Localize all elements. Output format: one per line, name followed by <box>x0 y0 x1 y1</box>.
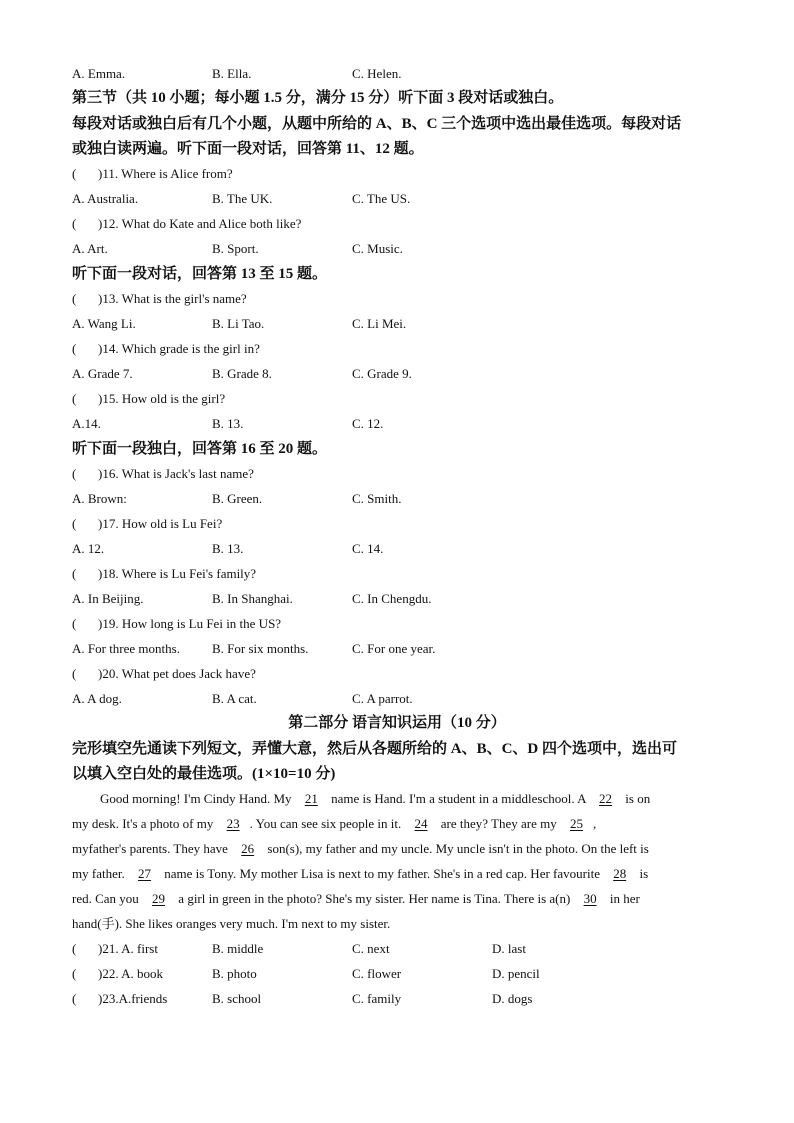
passage-text: son(s), my father and my uncle. My uncle isn't in the photo. On the left is <box>267 841 649 856</box>
section3-instruction-2: 或独白读两遍。听下面一段对话，回答第 11、12 题。 <box>72 141 424 157</box>
question-18 <box>72 566 256 582</box>
blank-24[interactable]: 24 <box>414 816 428 831</box>
option-b: B. Grade 8. <box>212 366 272 381</box>
option-c: C. next <box>352 941 390 956</box>
option-d: D. dogs <box>492 991 533 1006</box>
question-text: )17. How old is Lu Fei? <box>98 516 223 531</box>
option-b: B. photo <box>212 966 257 981</box>
blank-21[interactable]: 21 <box>304 791 318 806</box>
question-text: )19. How long is Lu Fei in the US? <box>98 616 282 631</box>
passage-text: , <box>593 816 597 831</box>
blank-25[interactable]: 25 <box>570 816 583 831</box>
option-a: )22. A. book <box>98 966 163 981</box>
question-12 <box>72 216 301 232</box>
question-15 <box>72 391 225 407</box>
passage-text: in her <box>609 891 640 906</box>
blank-30[interactable]: 30 <box>583 891 597 906</box>
option-c: C. Helen. <box>352 66 402 81</box>
answer-paren[interactable]: ( <box>72 941 77 956</box>
option-b: B. 13. <box>212 541 244 556</box>
passage-text: is on <box>625 791 651 806</box>
option-a: A. In Beijing. <box>72 591 144 606</box>
answer-paren[interactable]: ( <box>72 516 77 531</box>
section3-heading: 第三节（共 10 小题；每小题 1.5 分，满分 15 分）听下面 3 段对话或独白。 <box>72 90 564 106</box>
question-text: )14. Which grade is the girl in? <box>98 341 260 356</box>
question-number <box>72 991 167 1007</box>
cloze-passage <box>72 786 724 936</box>
option-a: A. Wang Li. <box>72 316 136 331</box>
option-c: C. The US. <box>352 191 411 206</box>
option-b: B. Li Tao. <box>212 316 265 331</box>
question-number <box>72 941 158 957</box>
part2-instruction-1: 完形填空先通读下列短文，弄懂大意，然后从各题所给的 A、B、C、D 四个选项中，选出可 <box>72 741 678 757</box>
passage-text: a girl in green in the photo? She's my sister. Her name is Tina. There is a(n) <box>178 891 571 906</box>
passage-text: are they? They are my <box>440 816 557 831</box>
option-a: A. Emma. <box>72 66 126 81</box>
passage-text: Good morning! I'm Cindy Hand. My <box>100 791 292 806</box>
option-b: B. middle <box>212 941 264 956</box>
option-c: C. flower <box>352 966 402 981</box>
answer-paren[interactable]: ( <box>72 216 77 231</box>
option-c: C. Music. <box>352 241 403 256</box>
answer-paren[interactable]: ( <box>72 566 77 581</box>
option-a: A. Brown: <box>72 491 127 506</box>
part2-title: 第二部分 语言知识运用（10 分） <box>288 715 506 731</box>
question-14 <box>72 341 260 357</box>
option-c: C. In Chengdu. <box>352 591 432 606</box>
passage-text: name is Tony. My mother Lisa is next to my father. She's in a red cap. Her favourite <box>164 866 600 881</box>
option-c: C. family <box>352 991 402 1006</box>
question-20 <box>72 666 256 682</box>
option-a: A. Grade 7. <box>72 366 133 381</box>
question-19 <box>72 616 281 632</box>
option-a: )21. A. first <box>98 941 158 956</box>
option-d: D. last <box>492 941 526 956</box>
part2-instruction-2: 以填入空白处的最佳选项。(1×10=10 分) <box>72 766 336 782</box>
option-b: B. Green. <box>212 491 263 506</box>
option-c: C. Smith. <box>352 491 402 506</box>
option-a: A.14. <box>72 416 101 431</box>
option-b: B. 13. <box>212 416 244 431</box>
option-a: A. Art. <box>72 241 108 256</box>
option-a: )23.A.friends <box>98 991 168 1006</box>
question-text: )13. What is the girl's name? <box>98 291 247 306</box>
question-11 <box>72 166 233 182</box>
passage-text: hand(手). She likes oranges very much. I'm next to my sister. <box>72 916 391 931</box>
option-c: C. 12. <box>352 416 384 431</box>
option-c: C. Li Mei. <box>352 316 407 331</box>
option-a: A. For three months. <box>72 641 180 656</box>
option-b: B. In Shanghai. <box>212 591 293 606</box>
passage-text: is <box>639 866 649 881</box>
question-17 <box>72 516 222 532</box>
passage-text: red. Can you <box>72 891 139 906</box>
option-c: C. A parrot. <box>352 691 413 706</box>
question-13 <box>72 291 247 307</box>
blank-22[interactable]: 22 <box>599 791 613 806</box>
option-a: A. Australia. <box>72 191 139 206</box>
answer-paren[interactable]: ( <box>72 991 77 1006</box>
passage-text: . You can see six people in it. <box>249 816 402 831</box>
answer-paren[interactable]: ( <box>72 166 77 181</box>
option-d: D. pencil <box>492 966 540 981</box>
sub-heading-13-15: 听下面一段对话，回答第 13 至 15 题。 <box>72 266 328 282</box>
passage-text: my father. <box>72 866 125 881</box>
option-b: B. Ella. <box>212 66 252 81</box>
blank-29[interactable]: 29 <box>152 891 166 906</box>
option-a: A. A dog. <box>72 691 122 706</box>
option-b: B. A cat. <box>212 691 257 706</box>
answer-paren[interactable]: ( <box>72 666 77 681</box>
option-c: C. Grade 9. <box>352 366 412 381</box>
passage-text: myfather's parents. They have <box>72 841 228 856</box>
answer-paren[interactable]: ( <box>72 466 77 481</box>
question-text: )12. What do Kate and Alice both like? <box>98 216 302 231</box>
answer-paren[interactable]: ( <box>72 966 77 981</box>
sub-heading-16-20: 听下面一段独白，回答第 16 至 20 题。 <box>72 441 328 457</box>
option-c: C. For one year. <box>352 641 436 656</box>
passage-text: name is Hand. I'm a student in a middleschool. A <box>331 791 586 806</box>
option-c: C. 14. <box>352 541 384 556</box>
answer-paren[interactable]: ( <box>72 391 77 406</box>
section3-instruction-1: 每段对话或独白后有几个小题，从题中所给的 A、B、C 三个选项中选出最佳选项。每段对话 <box>72 116 682 132</box>
question-16 <box>72 466 254 482</box>
question-text: )18. Where is Lu Fei's family? <box>98 566 257 581</box>
answer-paren[interactable]: ( <box>72 616 77 631</box>
blank-26[interactable]: 26 <box>241 841 255 856</box>
option-b: B. The UK. <box>212 191 273 206</box>
question-text: )15. How old is the girl? <box>98 391 226 406</box>
answer-paren[interactable]: ( <box>72 341 77 356</box>
blank-27[interactable]: 27 <box>137 866 151 881</box>
question-text: )11. Where is Alice from? <box>98 166 233 181</box>
passage-text: my desk. It's a photo of my <box>72 816 214 831</box>
blank-23[interactable]: 23 <box>226 816 240 831</box>
option-b: B. school <box>212 991 262 1006</box>
question-text: )20. What pet does Jack have? <box>98 666 256 681</box>
option-b: B. Sport. <box>212 241 259 256</box>
option-a: A. 12. <box>72 541 105 556</box>
option-b: B. For six months. <box>212 641 309 656</box>
blank-28[interactable]: 28 <box>613 866 627 881</box>
question-text: )16. What is Jack's last name? <box>98 466 254 481</box>
answer-paren[interactable]: ( <box>72 291 77 306</box>
question-number <box>72 966 163 982</box>
